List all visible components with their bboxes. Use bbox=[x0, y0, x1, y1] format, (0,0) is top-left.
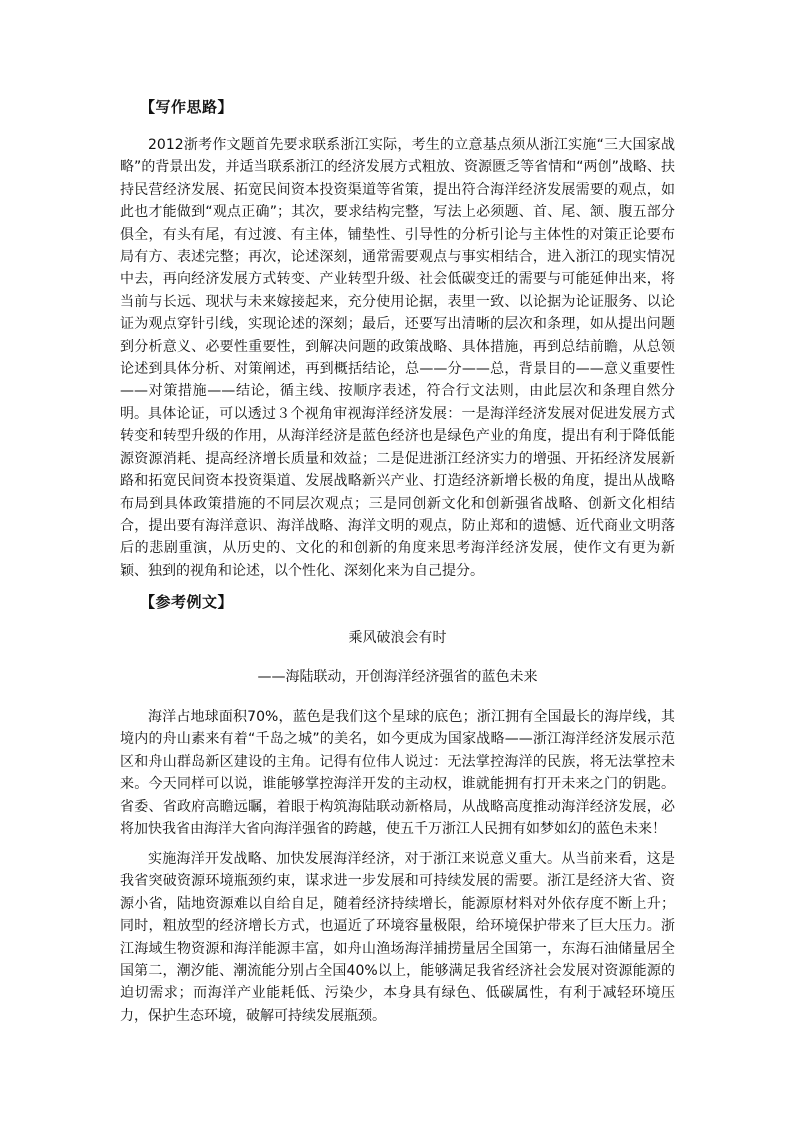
writing-ideas-heading: 【写作思路】 bbox=[140, 98, 234, 116]
essay-title: 乘风破浪会有时 bbox=[348, 630, 447, 646]
writing-ideas-paragraph-2: 具体论证，可以透过３个视角审视海洋经济发展：一是海洋经济发展对促进发展方式转变和转型升级的作用，从海洋经济是蓝色经济也是绿色产业的角度，提出有利于降低能源资源消耗、提高经济增长质量和效益；二是促进浙江经济实力的增强、开拓经济发展新路和拓宽民间资本投资渠道、发展战略新兴产业、打造经济新增长极的角度，提出从战略布局到具体政策措施的不同层次观点；三是同创新文化和创新强省战略、创新文化相结合，提出要有海洋意识、海洋战略、海洋文明的观点，防止郑和的遗憾、近代商业文明落后的悲剧重演，从历史的、文化的和创新的角度来思考海洋经济发展，使作文有更为新颖、独到的视角和论述，以个性化、深刻化来为自己提分。 bbox=[120, 406, 675, 579]
essay-paragraph-1: 海洋占地球面积70%，蓝色是我们这个星球的底色；浙江拥有全国最长的海岸线，其境内的舟山素来有着“千岛之城”的美名，如今更成为国家战略——浙江海洋经济发展示范区和舟山群岛新区建设的主角。记得有位伟人说过：无法掌控海洋的民族，将无法掌控未来。今天同样可以说，谁能够掌控海洋开发的主动权，谁就能拥有打开未来之门的钥匙。省委、省政府高瞻远瞩，着眼于构筑海陆联动新格局，从战略高度推动海洋经济发展，必将加快我省由海洋大省向海洋强省的跨越，使五千万浙江人民拥有如梦如幻的蓝色未来！ bbox=[120, 709, 675, 838]
essay-paragraph-2: 实施海洋开发战略、加快发展海洋经济，对于浙江来说意义重大。从当前来看，这是我省突破资源环境瓶颈约束，谋求进一步发展和可持续发展的需要。浙江是经济大省、资源小省，陆地资源难以自给自足，随着经济持续增长，能源原材料对外依存度不断上升；同时，粗放型的经济增长方式，也逼近了环境容量极限，给环境保护带来了巨大压力。浙江海域生物资源和海洋能源丰富，如舟山渔场海洋捕捞量居全国第一，东海石油储量居全国第二，潮汐能、潮流能分别占全国40%以上，能够满足我省经济社会发展对资源能源的迫切需求；而海洋产业能耗低、污染少，本身具有绿色、低碳属性，有利于减轻环境压力，保护生态环境，破解可持续发展瓶颈。 bbox=[120, 851, 675, 1024]
writing-ideas-paragraph-1: 2012浙考作文题首先要求联系浙江实际，考生的立意基点须从浙江实施“三大国家战略”的背景出发，并适当联系浙江的经济发展方式粗放、资源匮乏等省情和“两创”战略、扶持民营经济发展、拓宽民间资本投资渠道等省策，提出符合海洋经济发展需要的观点，如此也才能做到“观点正确”；其次，要求结构完整，写法上必须题、首、尾、颔、腹五部分俱全，有头有尾，有过渡、有主体，铺垫性、引导性的分析引论与主体性的对策正论要布局有方、表述完整；再次，论述深刻，通常需要观点与事实相结合，进入浙江的现实情况中去，再向经济发展方式转变、产业转型升级、社会低碳变迁的需要与可能延伸出来，将当前与长远、现状与未来嫁接起来，充分使用论据，表里一致、以论据为论证服务、以论证为观点穿针引线，实现论述的深刻；最后，还要写出清晰的层次和条理，如从提出问题到分析意义、必要性重要性，到解决问题的政策战略、具体措施，再到总结前瞻，从总领论述到具体分析、对策阐述，再到概括结论，总——分——总，背景目的——意义重要性——对策措施——结论，循主线、按顺序表述，符合行文法则，由此层次和条理自然分明。 bbox=[120, 137, 675, 422]
reference-essay-heading: 【参考例文】 bbox=[140, 593, 234, 611]
essay-subtitle: ——海陆联动，开创海洋经济强省的蓝色未来 bbox=[257, 669, 538, 685]
